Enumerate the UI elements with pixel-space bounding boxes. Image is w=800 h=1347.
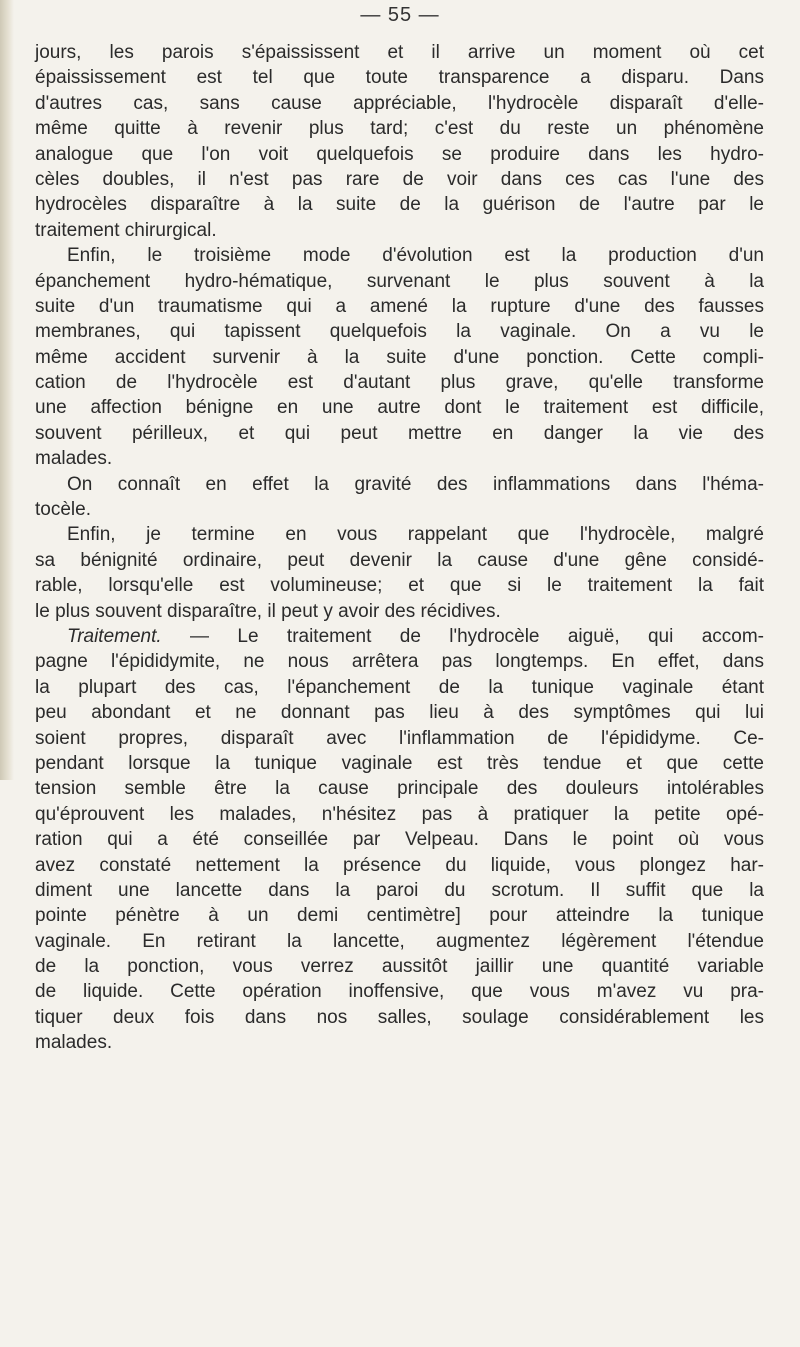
text-line: malades. [35, 448, 113, 470]
text-line: suite d'un traumatisme qui a amené la rupture d'une des fausses [35, 295, 764, 317]
text-line: épanchement hydro-hématique, survenant le plus souvent à la [35, 270, 764, 292]
text-line: avez constaté nettement la présence du liquide, vous plongez har- [35, 854, 764, 876]
text-line: ration qui a été conseillée par Velpeau. Dans le point où vous [35, 829, 764, 851]
text-line: de liquide. Cette opération inoffensive, que vous m'avez vu pra- [35, 981, 764, 1003]
text-line: tocèle. [35, 499, 91, 521]
text-line: Enfin, je termine en vous rappelant que l'hydrocèle, malgré [67, 524, 764, 546]
text-line: une affection bénigne en une autre dont le traitement est difficile, [35, 397, 764, 419]
page-binding-edge [0, 0, 14, 780]
text-line: membranes, qui tapissent quelquefois la vaginale. On a vu le [35, 321, 764, 343]
text-line: le plus souvent disparaître, il peut y avoir des récidives. [35, 600, 501, 622]
text-line: hydrocèles disparaître à la suite de la guérison de l'autre par le [35, 194, 764, 216]
text-line: On connaît en effet la gravité des inflammations dans l'héma- [67, 473, 764, 495]
text-line: même quitte à revenir plus tard; c'est du reste un phénomène [35, 118, 764, 140]
text-line: d'autres cas, sans cause appréciable, l'hydrocèle disparaît d'elle- [35, 92, 764, 114]
text-line: analogue que l'on voit quelquefois se produire dans les hydro- [35, 143, 764, 165]
body-text [35, 40, 764, 1056]
text-line: soient propres, disparaît avec l'inflammation de l'épididyme. Ce- [35, 727, 764, 749]
text-line: cèles doubles, il n'est pas rare de voir dans ces cas l'une des [35, 168, 764, 190]
section-heading: Traitement. [67, 625, 162, 647]
text-line: pagne l'épididymite, ne nous arrêtera pas longtemps. En effet, dans [35, 651, 764, 673]
text-line: de la ponction, vous verrez aussitôt jaillir une quantité variable [35, 956, 764, 978]
text-line: pointe pénètre à un demi centimètre] pour atteindre la tunique [35, 905, 764, 927]
text-line: diment une lancette dans la paroi du scrotum. Il suffit que la [35, 879, 764, 901]
text-line: souvent périlleux, et qui peut mettre en danger la vie des [35, 422, 764, 444]
text-line: la plupart des cas, l'épanchement de la tunique vaginale étant [35, 676, 764, 698]
text-line: tiquer deux fois dans nos salles, soulage considérablement les [35, 1006, 764, 1028]
text-line: même accident survenir à la suite d'une ponction. Cette compli- [35, 346, 764, 368]
text-line: peu abondant et ne donnant pas lieu à des symptômes qui lui [35, 702, 764, 724]
text-line: rable, lorsqu'elle est volumineuse; et que si le traitement la fait [35, 575, 764, 597]
text-line: vaginale. En retirant la lancette, augmentez légèrement l'étendue [35, 930, 764, 952]
text-line-rest: — Le traitement de l'hydrocèle aiguë, qui accom- [161, 625, 764, 647]
text-line: Enfin, le troisième mode d'évolution est la production d'un [67, 245, 764, 267]
text-line: malades. [35, 1032, 113, 1054]
page-number: — 55 — [360, 4, 440, 26]
text-line: sa bénignité ordinaire, peut devenir la cause d'une gêne considé- [35, 549, 764, 571]
text-line: pendant lorsque la tunique vaginale est très tendue et que cette [35, 752, 764, 774]
text-line: traitement chirurgical. [35, 219, 217, 241]
text-line [35, 624, 764, 649]
text-line: jours, les parois s'épaississent et il arrive un moment où cet [35, 42, 764, 63]
text-line: tension semble être la cause principale des douleurs intolérables [35, 778, 764, 800]
text-line: épaississement est tel que toute transparence a disparu. Dans [35, 67, 764, 89]
text-line: qu'éprouvent les malades, n'hésitez pas à pratiquer la petite opé- [35, 803, 764, 825]
text-line: cation de l'hydrocèle est d'autant plus grave, qu'elle transforme [35, 372, 764, 394]
